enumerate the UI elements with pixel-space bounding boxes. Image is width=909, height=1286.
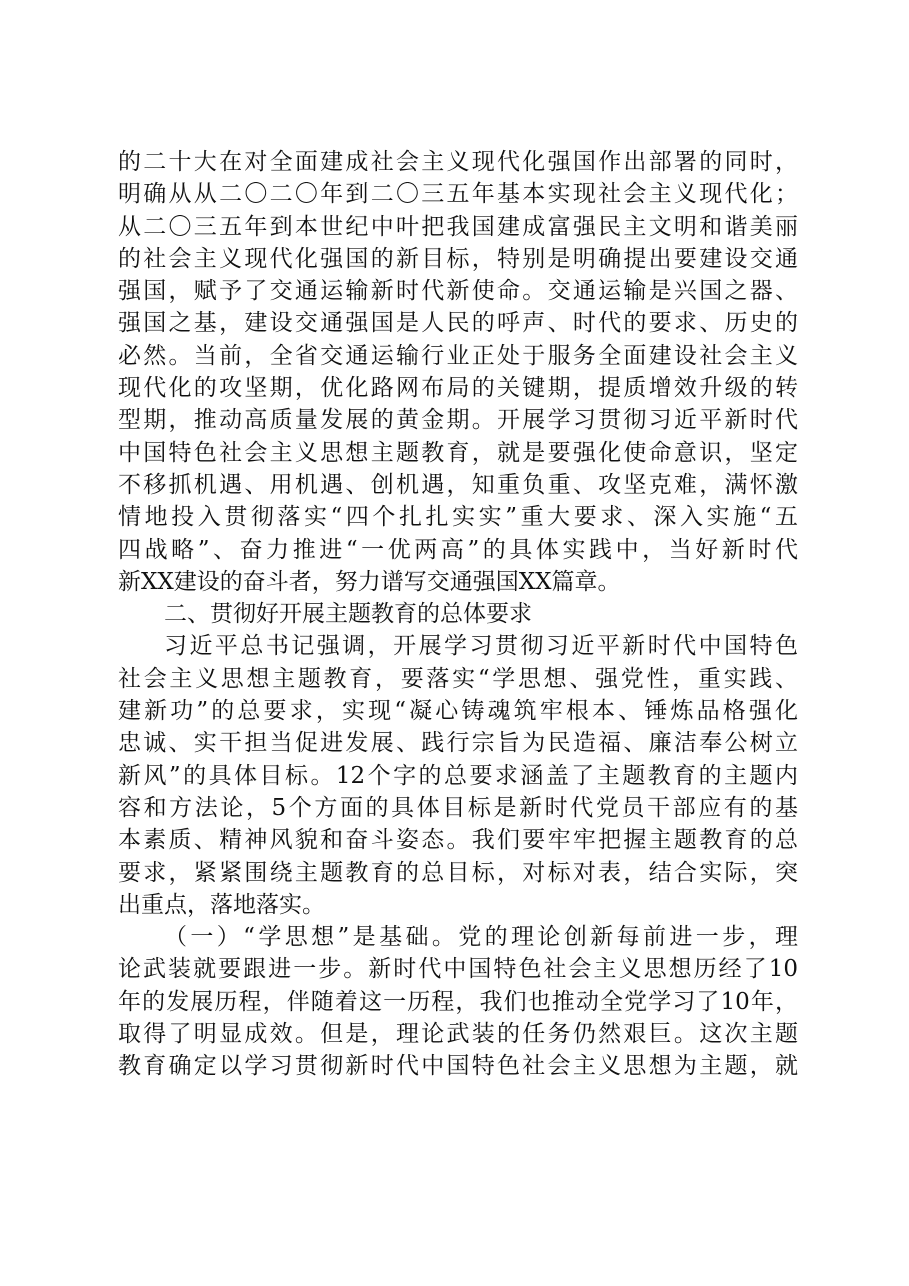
paragraph-line-14: 新XX建设的奋斗者，努力谱写交通强国XX篇章。 — [118, 568, 621, 595]
paragraph-line-23: 要求，紧紧围绕主题教育的总目标，对标对表，结合实际，突 — [118, 859, 798, 886]
paragraph-line-20: 新风”的具体目标。12个字的总要求涵盖了主题教育的主题内 — [118, 762, 798, 789]
paragraph-line-6: 强国之基，建设交通强国是人民的呼声、时代的要求、历史的 — [118, 310, 798, 337]
paragraph-line-5: 强国，赋予了交通运输新时代新使命。交通运输是兴国之器、 — [118, 278, 798, 305]
paragraph-line-21: 容和方法论，5个方面的具体目标是新时代党员干部应有的基 — [118, 794, 798, 821]
paragraph-line-18: 建新功”的总要求，实现“凝心铸魂筑牢根本、锤炼品格强化 — [118, 698, 798, 725]
paragraph-line-28: 取得了明显成效。但是，理论武装的任务仍然艰巨。这次主题 — [118, 1021, 798, 1048]
paragraph-line-29: 教育确定以学习贯彻新时代中国特色社会主义思想为主题，就 — [118, 1053, 798, 1080]
paragraph-line-3: 从二〇三五年到本世纪中叶把我国建成富强民主文明和谐美丽 — [118, 213, 798, 240]
paragraph-line-27: 年的发展历程，伴随着这一历程，我们也推动全党学习了10年， — [118, 988, 798, 1015]
paragraph-line-12: 情地投入贯彻落实“四个扎扎实实”重大要求、深入实施“五 — [118, 504, 798, 531]
document-body — [118, 146, 798, 1083]
paragraph-line-8: 现代化的攻坚期，优化路网布局的关键期，提质增效升级的转 — [118, 375, 798, 402]
paragraph-line-16: 习近平总书记强调，开展学习贯彻习近平新时代中国特色 — [164, 633, 798, 660]
section-heading: 二、贯彻好开展主题教育的总体要求 — [164, 601, 532, 628]
paragraph-line-11: 不移抓机遇、用机遇、创机遇，知重负重、攻坚克难，满怀激 — [118, 471, 798, 498]
paragraph-line-1: 的二十大在对全面建成社会主义现代化强国作出部署的同时， — [118, 149, 798, 175]
paragraph-line-13: 四战略”、奋力推进“一优两高”的具体实践中，当好新时代 — [118, 536, 798, 563]
paragraph-line-10: 中国特色社会主义思想主题教育，就是要强化使命意识，坚定 — [118, 439, 798, 466]
paragraph-line-26: 论武装就要跟进一步。新时代中国特色社会主义思想历经了10 — [118, 956, 798, 983]
paragraph-line-17: 社会主义思想主题教育，要落实“学思想、强党性，重实践、 — [118, 665, 798, 692]
paragraph-line-19: 忠诚、实干担当促进发展、践行宗旨为民造福、廉洁奉公树立 — [118, 730, 798, 757]
paragraph-line-4: 的社会主义现代化强国的新目标，特别是明确提出要建设交通 — [118, 245, 798, 272]
paragraph-line-9: 型期，推动高质量发展的黄金期。开展学习贯彻习近平新时代 — [118, 407, 798, 434]
paragraph-line-2: 明确从从二〇二〇年到二〇三五年基本实现社会主义现代化； — [118, 181, 798, 208]
paragraph-line-24: 出重点，落地落实。 — [118, 891, 325, 918]
paragraph-line-25: （一）“学思想”是基础。党的理论创新每前进一步，理 — [164, 924, 798, 951]
paragraph-line-7: 必然。当前，全省交通运输行业正处于服务全面建设社会主义 — [118, 342, 798, 369]
paragraph-line-22: 本素质、精神风貌和奋斗姿态。我们要牢牢把握主题教育的总 — [118, 827, 798, 854]
